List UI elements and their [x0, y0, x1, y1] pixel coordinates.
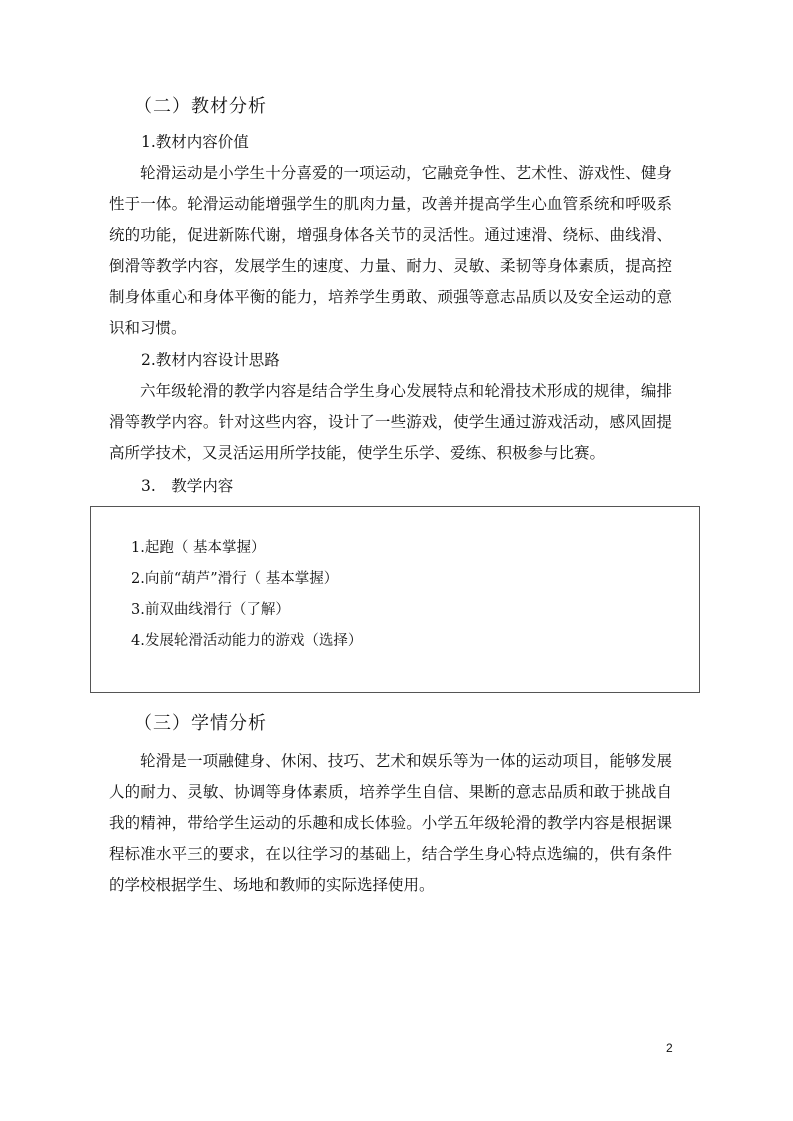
- page-number: 2: [666, 1041, 673, 1055]
- teaching-content-item: 1.起跑（ 基本掌握）: [131, 540, 266, 556]
- paragraph-content-value: 轮滑运动是小学生十分喜爱的一项运动，它融竞争性、艺术性、游戏性、健身性于一体。轮滑运动能增强学生的肌肉力量，改善并提高学生心血管系统和呼吸系统的功能，促进新陈代谢，增强身体各关节的灵活性。通过速滑、绕标、曲线滑、倒滑等教学内容，发展学生的速度、力量、耐力、灵敏、柔韧等身体素质，提高控制身体重心和身体平衡的能力，培养学生勇敢、顽强等意志品质以及安全运动的意识和习惯。: [109, 164, 672, 337]
- section-heading-learner-analysis: （三）学情分析: [134, 713, 267, 734]
- section-heading-textbook-analysis: （二）教材分析: [134, 96, 267, 117]
- subheading-design-approach: 2.教材内容设计思路: [141, 351, 280, 369]
- subheading-content-value: 1.教材内容价值: [141, 133, 249, 151]
- teaching-content-item: 2.向前“葫芦”滑行（ 基本掌握）: [131, 571, 339, 587]
- paragraph-design-approach: 六年级轮滑的教学内容是结合学生身心发展特点和轮滑技术形成的规律，编排滑等教学内容。针对这些内容，设计了一些游戏，使学生通过游戏活动，感风固提高所学技术，又灵活运用所学技能，使学生乐学、爱练、积极参与比赛。: [109, 382, 672, 462]
- subheading-teaching-content: 3. 教学内容: [141, 477, 234, 495]
- teaching-content-box: [90, 506, 700, 693]
- teaching-content-item: 3.前双曲线滑行（了解）: [131, 602, 290, 618]
- paragraph-learner-analysis: 轮滑是一项融健身、休闲、技巧、艺术和娱乐等为一体的运动项目，能够发展人的耐力、灵敏、协调等身体素质，培养学生自信、果断的意志品质和敢于挑战自我的精神，带给学生运动的乐趣和成长体验。小学五年级轮滑的教学内容是根据课程标准水平三的要求，在以往学习的基础上，结合学生身心特点选编的，供有条件的学校根据学生、场地和教师的实际选择使用。: [109, 752, 672, 894]
- teaching-content-item: 4.发展轮滑活动能力的游戏（选择）: [131, 633, 363, 649]
